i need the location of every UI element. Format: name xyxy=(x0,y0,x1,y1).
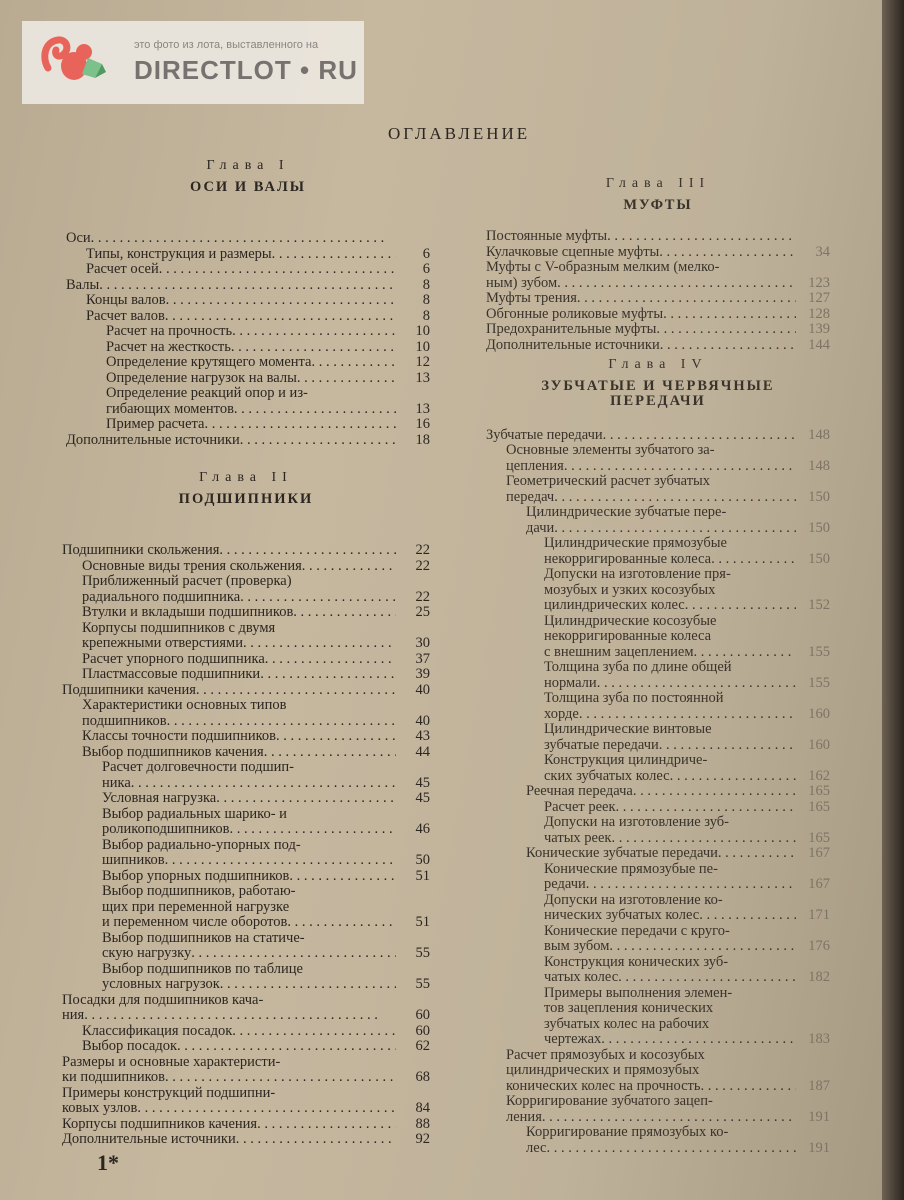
toc-entry xyxy=(486,986,830,1048)
toc-entry-title: Определение нагрузок на валы . . . xyxy=(106,371,396,387)
toc-entry-title: Расчет осей . . . xyxy=(86,262,396,278)
toc-entry-title: Расчет упорного подшипника . . . xyxy=(82,652,396,668)
toc-entry-title: Выбор радиально-упорных под- шипников . . . xyxy=(102,838,396,869)
watermark-brand: DIRECTLOT • RU xyxy=(134,55,358,85)
toc-entry-title: Определение реакций опор и из- гибающих моментов . . . xyxy=(106,386,396,417)
toc-entry-page: 150 xyxy=(808,519,830,536)
toc-entry xyxy=(62,807,430,838)
toc-entry-page: 176 xyxy=(808,938,830,954)
toc-entry xyxy=(66,355,430,371)
toc-entry xyxy=(486,474,830,505)
toc-entry xyxy=(62,698,430,729)
toc-entry-page: 62 xyxy=(415,1038,430,1054)
toc-entry-page: 43 xyxy=(415,728,430,744)
toc-entry-page: 22 xyxy=(415,542,430,558)
toc-entry-title: Пластмассовые подшипники . . . xyxy=(82,667,396,683)
toc-entry-title: Муфты трения . . . xyxy=(486,291,796,307)
chapter-4 xyxy=(486,357,830,1156)
toc-entry xyxy=(486,245,830,261)
toc-entry-title: Допуски на изготовление зуб- чатых реек . . . xyxy=(544,815,796,846)
toc-entry-title: Выбор радиальных шарико- и роликоподшипников . . . xyxy=(102,807,396,838)
toc-entry-title: Посадки для подшипников кача- ния . . . xyxy=(62,993,396,1024)
toc-entry xyxy=(62,869,430,885)
toc-entry xyxy=(486,536,830,567)
toc-entry-title: Расчет на жесткость . . . xyxy=(106,340,396,356)
toc-entry-page: 8 xyxy=(422,276,430,293)
toc-entry xyxy=(62,559,430,575)
toc-entry-title: Выбор подшипников качения . . . xyxy=(82,745,396,761)
toc-entry-title: Типы, конструкция и размеры . . . xyxy=(86,247,396,263)
toc-entry-title: Корпусы подшипников с двумя крепежными отверстиями . . . xyxy=(82,621,396,652)
toc-entry-page: 187 xyxy=(808,1077,830,1094)
toc-entry xyxy=(486,846,830,862)
toc-entry-title: Выбор упорных подшипников . . . xyxy=(102,869,396,885)
toc-entry xyxy=(486,753,830,784)
toc-entry xyxy=(62,760,430,791)
toc-entry-title: Обгонные роликовые муфты . . . xyxy=(486,307,796,323)
toc-entry-title: Характеристики основных типов подшипников . . . xyxy=(82,698,396,729)
toc-entry-title: Толщина зуба по постоянной хорде . . . xyxy=(544,691,796,722)
toc-entry-page: 12 xyxy=(415,354,430,370)
toc-entry xyxy=(62,543,430,559)
toc-entry-title: Цилиндрические зубчатые пере- дачи . . . xyxy=(526,505,796,536)
toc-entry-page: 46 xyxy=(415,821,430,837)
toc-entry-page: 165 xyxy=(808,798,830,815)
toc-entry-title: Дополнительные источники . . . xyxy=(62,1132,396,1148)
toc-entry-title: Постоянные муфты . . . xyxy=(486,229,796,245)
toc-entry xyxy=(62,1117,430,1133)
toc-entry xyxy=(486,322,830,338)
chapter-title: ОСИ И ВАЛЫ xyxy=(189,178,306,195)
toc-entry-page: 148 xyxy=(808,426,830,443)
toc-entry-page: 183 xyxy=(808,1031,830,1047)
toc-entry-title: Классы точности подшипников . . . xyxy=(82,729,396,745)
toc-entry xyxy=(62,1055,430,1086)
toc-entry xyxy=(66,278,430,294)
toc-entry-title: Пример расчета . . . xyxy=(106,417,396,433)
toc-entry-page: 162 xyxy=(808,767,830,784)
toc-entry xyxy=(62,931,430,962)
book-spine xyxy=(882,0,904,1200)
toc-entry-page: 139 xyxy=(808,321,830,337)
toc-entry xyxy=(486,291,830,307)
toc-entry-page: 191 xyxy=(808,1139,830,1156)
toc-entry-title: Примеры конструкций подшипни- ковых узлов . . . xyxy=(62,1086,396,1117)
toc-entry xyxy=(62,884,430,931)
toc-entry-title: Расчет реек . . . xyxy=(544,800,796,816)
toc-entry-title: Корригирование прямозубых ко- лес . . . xyxy=(526,1125,796,1156)
toc-entry xyxy=(486,660,830,691)
toc-entry xyxy=(486,784,830,800)
toc-entry xyxy=(62,1132,430,1148)
toc-entry-title: Конструкция цилиндриче- ских зубчатых колес . . . xyxy=(544,753,796,784)
toc-entry-page: 55 xyxy=(415,945,430,961)
toc-entry-page: 50 xyxy=(415,852,430,868)
toc-entry-title: Геометрический расчет зубчатых передач . . . xyxy=(506,474,796,505)
toc-entry-title: Расчет на прочность . . . xyxy=(106,324,396,340)
toc-entry xyxy=(66,324,430,340)
toc-entry-page: 150 xyxy=(808,550,830,567)
toc-entry-page: 51 xyxy=(415,914,430,930)
toc-entry-page: 84 xyxy=(415,1100,430,1116)
toc-entry-title: Цилиндрические винтовые зубчатые передачи . . . xyxy=(544,722,796,753)
toc-entry xyxy=(62,1024,430,1040)
toc-entry-title: Корпусы подшипников качения . . . xyxy=(62,1117,396,1133)
toc-entry xyxy=(486,800,830,816)
chapter-label: Глава II xyxy=(199,470,293,485)
toc-entry-page: 40 xyxy=(415,681,430,698)
toc-entry-title: Реечная передача . . . xyxy=(526,784,796,800)
page-title: ОГЛАВЛЕНИЕ xyxy=(388,124,531,143)
toc-entry-page: 13 xyxy=(415,400,430,417)
toc-entry-title: Дополнительные источники . . . xyxy=(66,433,396,449)
squirrel-logo-icon xyxy=(40,28,110,98)
watermark xyxy=(22,21,364,104)
toc-entry xyxy=(66,386,430,417)
toc-entry xyxy=(62,791,430,807)
toc-entry xyxy=(66,293,430,309)
toc-entry-page: 39 xyxy=(415,666,430,682)
toc-entry-page: 144 xyxy=(808,336,830,353)
toc-entry-title: Валы . . . xyxy=(66,278,396,294)
toc-entry-page: 155 xyxy=(808,674,830,691)
chapter-title: ЗУБЧАТЫЕ И ЧЕРВЯЧНЫЕ ПЕРЕДАЧИ xyxy=(541,377,775,409)
toc-entry-page: 155 xyxy=(808,643,830,660)
toc-entry-page: 127 xyxy=(808,290,830,306)
toc-entry-title: Концы валов . . . xyxy=(86,293,396,309)
toc-entry xyxy=(66,371,430,387)
toc-entry-page: 13 xyxy=(415,369,430,386)
toc-entry-title: Предохранительные муфты . . . xyxy=(486,322,796,338)
toc-entry-page: 22 xyxy=(415,588,430,605)
toc-entry xyxy=(62,962,430,993)
toc-entry xyxy=(486,1094,830,1125)
toc-entry-title: Кулачковые сцепные муфты . . . xyxy=(486,245,796,261)
chapter-3 xyxy=(486,176,830,353)
chapter-2 xyxy=(62,470,430,1148)
toc-entry-title: Размеры и основные характеристи- ки подшипников . . . xyxy=(62,1055,396,1086)
toc-entry-page: 37 xyxy=(415,650,430,667)
toc-entry xyxy=(66,231,430,247)
toc-entry-title: Конические прямозубые пе- редачи . . . xyxy=(544,862,796,893)
toc-entry xyxy=(486,691,830,722)
toc-entry-page: 167 xyxy=(808,876,830,892)
toc-entry-page: 8 xyxy=(422,292,430,308)
toc-entry xyxy=(486,955,830,986)
toc-entry xyxy=(62,574,430,605)
toc-entry-page: 51 xyxy=(415,867,430,884)
toc-entry-page: 34 xyxy=(815,243,830,260)
toc-entry-title: Расчет долговечности подшип- ника . . . xyxy=(102,760,396,791)
toc-entry xyxy=(486,862,830,893)
toc-entry-title: Выбор подшипников по таблице условных нагрузок . . . xyxy=(102,962,396,993)
toc-entry-title: Корригирование зубчатого зацеп- ления . . . xyxy=(506,1094,796,1125)
toc-entry xyxy=(486,893,830,924)
toc-entry-title: Выбор подшипников, работаю- щих при переменной нагрузке и переменном числе оборотов . . . xyxy=(102,884,396,931)
toc-entry-page: 123 xyxy=(808,274,830,291)
toc-entry-page: 30 xyxy=(415,635,430,651)
toc-entry xyxy=(62,621,430,652)
toc-entry-page: 152 xyxy=(808,597,830,613)
toc-entry-title: Допуски на изготовление ко- нических зубчатых колес . . . xyxy=(544,893,796,924)
toc-entry-title: Муфты с V-образным мелким (мелко- ным) зубом . . . xyxy=(486,260,796,291)
toc-entry-page: 92 xyxy=(415,1131,430,1147)
chapter-1 xyxy=(66,158,430,448)
toc-entry xyxy=(62,605,430,621)
toc-entry xyxy=(486,505,830,536)
toc-entry-page: 10 xyxy=(415,323,430,339)
toc-entry-page: 40 xyxy=(415,712,430,729)
toc-entry xyxy=(486,428,830,444)
toc-entry-page: 148 xyxy=(808,457,830,474)
toc-entry-title: Толщина зуба по длине общей нормали . . . xyxy=(544,660,796,691)
toc-entry xyxy=(66,417,430,433)
toc-entry-title: Цилиндрические косозубые некорригированные колеса с внешним зацеплением . . . xyxy=(544,614,796,661)
toc-entry-title: Выбор посадок . . . xyxy=(82,1039,396,1055)
toc-entry xyxy=(62,1086,430,1117)
toc-entry-page: 171 xyxy=(808,907,830,923)
toc-entry xyxy=(486,260,830,291)
toc-entry-page: 88 xyxy=(415,1115,430,1132)
chapter-label: Глава IV xyxy=(608,357,708,372)
toc-entry-page: 55 xyxy=(415,976,430,992)
toc-entry xyxy=(486,443,830,474)
toc-entry-title: Определение крутящего момента . . . xyxy=(106,355,396,371)
toc-entry-page: 45 xyxy=(415,790,430,806)
toc-entry xyxy=(62,683,430,699)
toc-entry-page: 10 xyxy=(415,338,430,355)
toc-entry xyxy=(486,1048,830,1095)
toc-entry xyxy=(62,745,430,761)
toc-entry-page: 182 xyxy=(808,969,830,985)
toc-entry xyxy=(486,722,830,753)
toc-entry xyxy=(486,614,830,661)
toc-entry-page: 60 xyxy=(415,1007,430,1023)
toc-entry-page: 22 xyxy=(415,557,430,574)
toc-entry xyxy=(486,567,830,614)
toc-entry-page: 60 xyxy=(415,1022,430,1039)
chapter-title: МУФТЫ xyxy=(623,196,693,213)
toc-entry-page: 6 xyxy=(422,261,430,277)
watermark-subtitle: это фото из лота, выставленного на xyxy=(134,39,319,51)
toc-entry-title: Основные элементы зубчатого за- цепления . . . xyxy=(506,443,796,474)
toc-entry-page: 25 xyxy=(415,604,430,620)
toc-entry-page: 150 xyxy=(808,488,830,505)
toc-entry xyxy=(62,667,430,683)
toc-entry-title: Расчет прямозубых и косозубых цилиндрических и прямозубых конических колес на прочность . . . xyxy=(506,1048,796,1095)
toc-entry-title: Подшипники качения . . . xyxy=(62,683,396,699)
toc-entry-title: Подшипники скольжения . . . xyxy=(62,543,396,559)
toc-entry-title: Допуски на изготовление пря- мозубых и узких косозубых цилиндрических колес . . . xyxy=(544,567,796,614)
toc-entry-title: Оси . . . xyxy=(66,231,396,247)
toc-entry-page: 68 xyxy=(415,1069,430,1085)
toc-entry xyxy=(62,729,430,745)
toc-entry xyxy=(66,247,430,263)
toc-entry-page: 8 xyxy=(422,307,430,324)
toc-entry-title: Основные виды трения скольжения . . . xyxy=(82,559,396,575)
toc-entry-page: 6 xyxy=(422,245,430,262)
toc-entry-page: 160 xyxy=(808,705,830,722)
toc-entry-title: Примеры выполнения элемен- тов зацепления конических зубчатых колес на рабочих чертежах . . . xyxy=(544,986,796,1048)
toc-entry xyxy=(62,993,430,1024)
toc-entry-title: Цилиндрические прямозубые некорригированные колеса . . . xyxy=(544,536,796,567)
toc-entry-title: Конические передачи с круго- вым зубом . . . xyxy=(544,924,796,955)
toc-entry-title: Условная нагрузка . . . xyxy=(102,791,396,807)
toc-entry xyxy=(486,338,830,354)
toc-entry xyxy=(66,309,430,325)
toc-entry-page: 44 xyxy=(415,743,430,760)
toc-entry-title: Классификация посадок . . . xyxy=(82,1024,396,1040)
toc-entry-page: 160 xyxy=(808,736,830,753)
toc-entry-title: Приближенный расчет (проверка) радиального подшипника . . . xyxy=(82,574,396,605)
toc-entry xyxy=(486,307,830,323)
toc-entry xyxy=(62,652,430,668)
toc-entry-title: Зубчатые передачи . . . xyxy=(486,428,796,444)
toc-entry-page: 167 xyxy=(808,845,830,861)
chapter-title: ПОДШИПНИКИ xyxy=(178,490,314,507)
toc-entry xyxy=(66,340,430,356)
chapter-label: Глава I xyxy=(206,158,290,173)
toc-entry-page: 18 xyxy=(415,431,430,448)
toc-entry-title: Конические зубчатые передачи . . . xyxy=(526,846,796,862)
toc-entry xyxy=(62,1039,430,1055)
toc-entry-page: 16 xyxy=(415,416,430,432)
toc-entry xyxy=(486,229,830,245)
toc-entry-title: Втулки и вкладыши подшипников . . . xyxy=(82,605,396,621)
toc-entry xyxy=(486,815,830,846)
toc-entry xyxy=(486,1125,830,1156)
toc-entry-page: 128 xyxy=(808,305,830,322)
toc-entry xyxy=(66,262,430,278)
toc-entry xyxy=(66,433,430,449)
toc-entry-title: Выбор подшипников на статиче- скую нагрузку . . . xyxy=(102,931,396,962)
toc-entry-title: Расчет валов . . . xyxy=(86,309,396,325)
toc-entry-title: Конструкция конических зуб- чатых колес . . . xyxy=(544,955,796,986)
toc-entry xyxy=(486,924,830,955)
toc-entry xyxy=(62,838,430,869)
toc-entry-page: 191 xyxy=(808,1108,830,1125)
toc-entry-page: 45 xyxy=(415,774,430,791)
page-footer-mark: 1* xyxy=(97,1150,119,1175)
toc-entry-page: 165 xyxy=(808,829,830,846)
toc-entry-title: Дополнительные источники . . . xyxy=(486,338,796,354)
toc-entry-page: 165 xyxy=(808,783,830,799)
chapter-label: Глава III xyxy=(605,176,711,191)
